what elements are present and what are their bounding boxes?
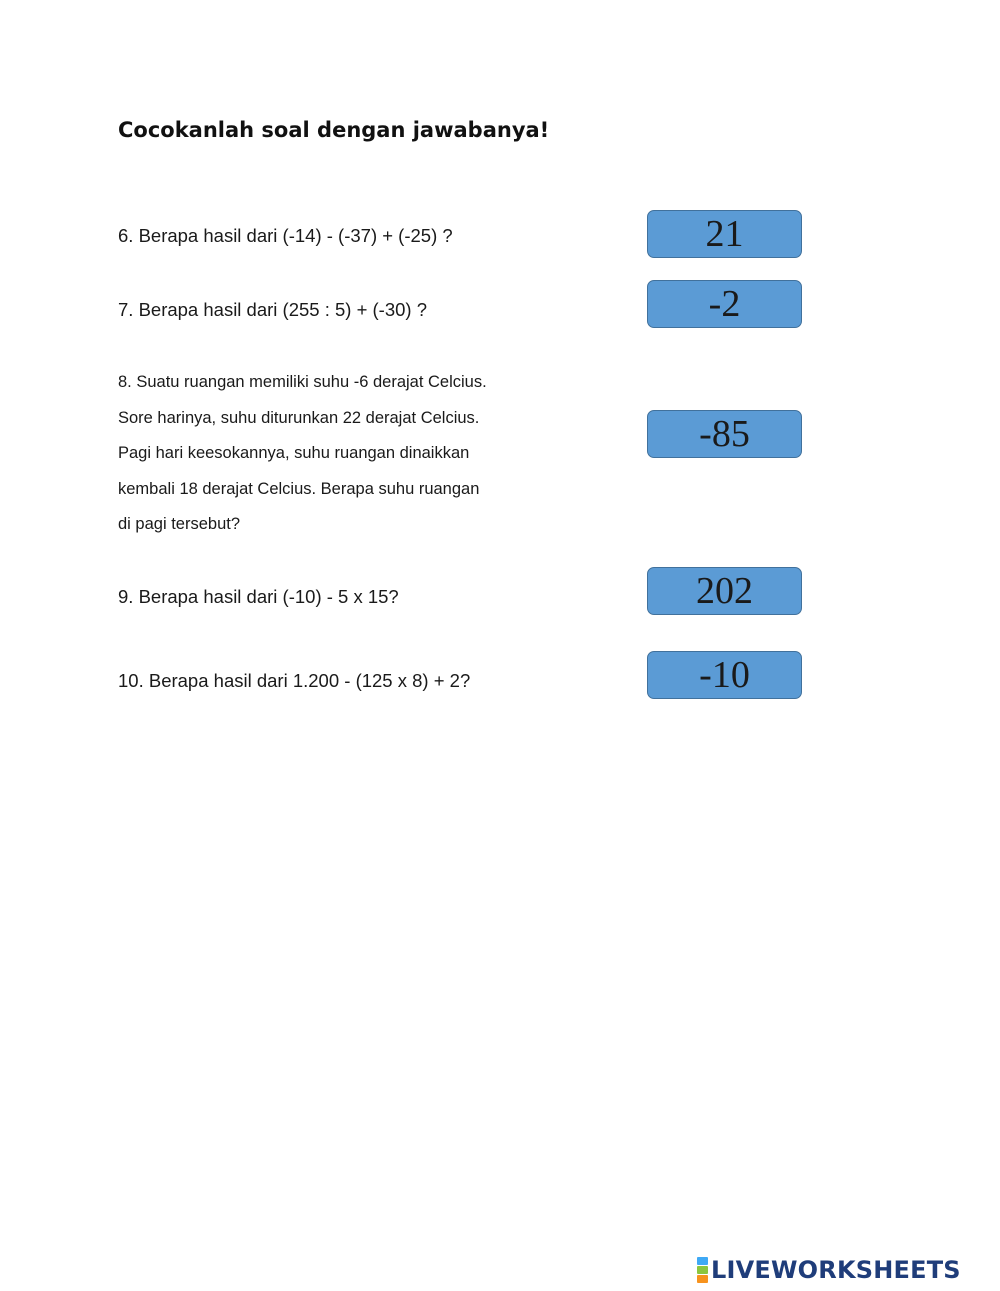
worksheet-title: Cocokanlah soal dengan jawabanya! [118, 118, 550, 142]
logo-square-icon [697, 1257, 708, 1265]
question-9: 9. Berapa hasil dari (-10) - 5 x 15? [118, 586, 399, 607]
answer-option-minus-85[interactable]: -85 [647, 410, 802, 458]
question-8-line: Sore harinya, suhu diturunkan 22 derajat Celcius. [118, 408, 480, 427]
question-10: 10. Berapa hasil dari 1.200 - (125 x 8) + 2? [118, 670, 471, 691]
logo-text: LIVEWORKSHEETS [711, 1256, 961, 1284]
question-8-line: 8. Suatu ruangan memiliki suhu -6 derajat Celcius. [118, 373, 487, 391]
logo-square-icon [697, 1266, 708, 1274]
question-8-line: di pagi tersebut? [118, 515, 241, 533]
question-7: 7. Berapa hasil dari (255 : 5) + (-30) ? [118, 299, 428, 320]
liveworksheets-logo [697, 1256, 961, 1284]
answer-option-21[interactable]: 21 [647, 210, 802, 258]
question-6: 6. Berapa hasil dari (-14) - (-37) + (-25) ? [118, 225, 453, 246]
question-8-line: kembali 18 derajat Celcius. Berapa suhu ruangan [118, 479, 480, 498]
answer-option-202[interactable]: 202 [647, 567, 802, 615]
question-8 [118, 370, 538, 548]
liveworksheets-logo-icon [697, 1257, 708, 1283]
answer-option-minus-2[interactable]: -2 [647, 280, 802, 328]
logo-square-icon [697, 1275, 708, 1283]
answer-option-minus-10[interactable]: -10 [647, 651, 802, 699]
question-8-line: Pagi hari keesokannya, suhu ruangan dinaikkan [118, 444, 470, 462]
